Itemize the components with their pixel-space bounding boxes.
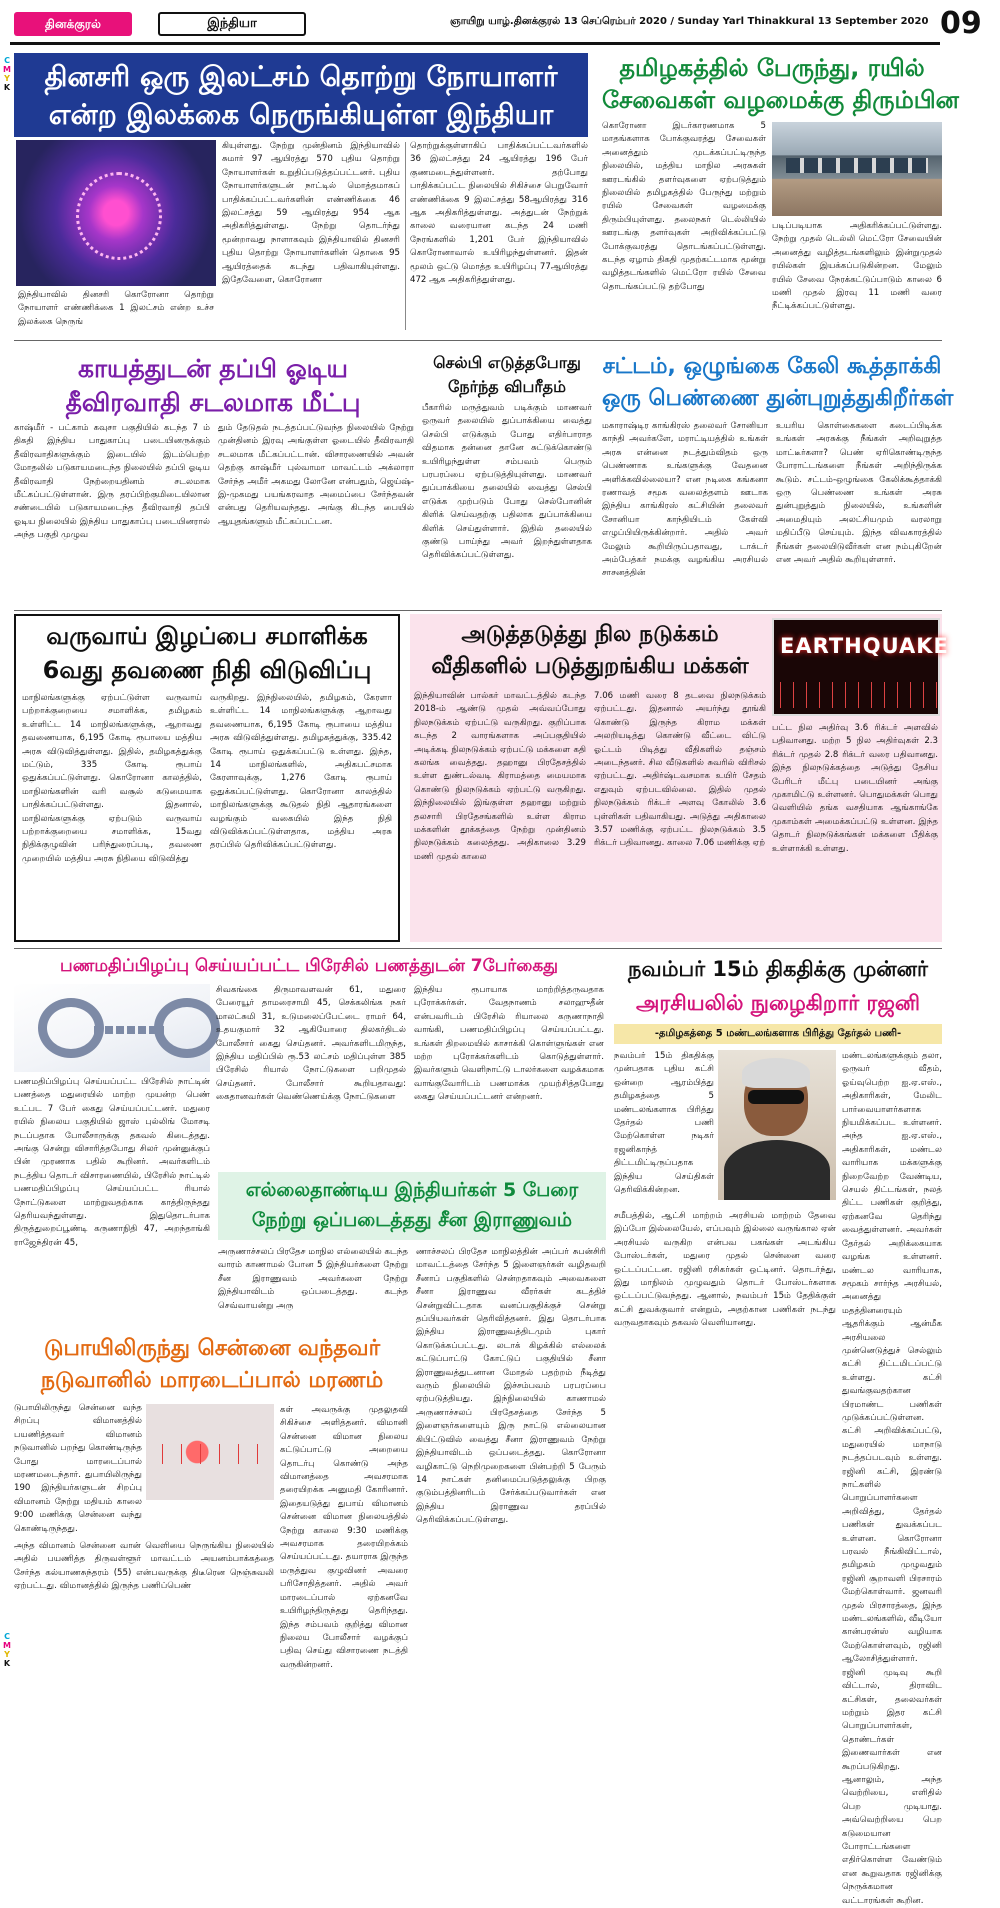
covid-headline-box [14, 53, 588, 137]
earthquake-body-col2: 7.06 மணி வரை 8 தடவை நிலநடுக்கம் ஏற்பட்டது. இதனால் அயர்ந்து தூங்கி கொண்டு இருந்த கிராம மக்கள் அலறியடித்து கொண்டு வீட்டை விட்டு ஓட்டம் பிடித்து வீதிகளில் தஞ்சம் அடைந்தனர். சில வீடுகளில் சுவரில் விரிசல் ஏற்பட்டது. அதிர்ஷ்டவசமாக உயிர் சேதம் எதுவும் ஏற்படவில்லை. இதில் முதல் நிலநடுக்கம் ரிக்டர் அளவு கோலில் 3.6 புள்ளிகள் பதிவாகியது. அடுத்து அதிகாலை 3.57 மணிக்கு ஏற்பட்ட நிலநடுக்கம் 3.5 ரிக்டர் பதிவானது. காலை 7.06 மணிக்கு ஏற் [594, 691, 766, 849]
rajini-body-col1a: நவம்பர் 15ம் திகதிக்கு முன்பதாக புதிய கட்சி ஒன்றை ஆரம்பித்து தமிழகத்தை 5 மண்டலங்களாக பிரித்து தேர்தல் பணி மேற்கொள்ள நடிகர் ரஜனிகாந்த் திட்டமிட்டிருப்பதாக இந்திய செய்திகள் தெரிவிக்கின்றன. [614, 1051, 714, 1196]
brazil-body-col2: சிவகங்கை திருமாவளவன் 61, மதுரை பேரையூர் தாமரைசாமி 45, செக்கலிங்க நகர் மாலட்சுமி 31, உடுமலைப்பேட்டை ராமர் 64, உதயகுமார் 32 ஆகியோரை திலகர்திடல் போலீசார் கைது செய்தனர். அவர்களிடமிருந்த, இந்திய மதிப்பில் ரூ.53 லட்சம் மதிப்புள்ள 385 பிரேசில் ரியால் நோட்டுகளை பறிமுதல் செய்தனர். போலீசார் கூறியதாவது: கைதானவர்கள் வெண்ணெய்க்கு நோட்டுகளை [216, 985, 406, 1103]
handcuff-icon [154, 998, 220, 1058]
law-body-col1: மகாராஷ்டிர காங்கிரஸ் தலைவர் சோனியா காந்தி அவர்களே, மராட்டியத்தில் உங்கள் அரசு என்னை நடத்தும்விதம் ஒரு பெண்ணாக உங்களுக்கு வேதனை அளிக்கவில்லையா? என நடிகை கங்கனா ரணாவத் சமூக வலைத்தளம் ஊடாக இந்திய காங்கிரஸ் கட்சியின் தலைவர் சோனியா காந்தியிடம் கேள்வி எழுப்பியிருக்கின்றார். அதில் அவர் மேலும் கூறியிருப்பதாவது, டாக்டர் அம்பேத்கர் நமக்கு வழங்கிய அரசியல் சாசனத்தின் [602, 421, 768, 579]
handcuffs-photo [14, 984, 210, 1072]
rajini-headline-line1: நவம்பர் 15ம் திகதிக்கு முன்னர் [628, 957, 928, 981]
dubai-headline-line1: டுபாயிலிருந்து சென்னை வந்தவர் [43, 1336, 381, 1361]
brazil-headline: பணமதிப்பிழப்பு செய்யப்பட்ட பிரேசில் பணத்துடன் 7பேர்கைது [60, 956, 558, 976]
china-headline-line1: எல்லைதாண்டிய இந்தியர்கள் 5 பேரை [245, 1179, 579, 1201]
selfie-headline-line1: செல்பி எடுத்தபோது [433, 353, 581, 372]
color-bar-k: K [3, 1659, 11, 1668]
earthquake-image [772, 618, 949, 716]
color-bar-m: M [3, 1641, 11, 1650]
heart-attack-photo [146, 1404, 274, 1500]
dubai-body-col1: டுபாயிலிருந்து சென்னை வந்த சிறப்பு விமானத்தில் பயணித்தவர் விமானம் நடுவானில் பறந்து கொண்டிருந்த போது மாரடைப்பால் மரணமடைந்தார். துபாயிலிருந்து 190 இந்தியர்களுடன் சிறப்பு விமானம் நேற்று மதியம் காலை 9:00 மணிக்கு சென்னை வந்து கொண்டிருந்தது. [14, 1403, 142, 1534]
color-bar-c: C [4, 56, 10, 65]
color-bar-c: C [4, 1632, 10, 1641]
china-body-col1: அருணாச்சலப் பிரதேச மாநில எல்லையில் கடந்த வாரம் காணாமல் போன 5 இந்தியர்களை நேற்று சீன இராணுவம் அவர்களை நேற்று இந்தியாவிடம் ஒப்படைத்தது. கடந்த செவ்வாயன்று அரு [218, 1247, 408, 1311]
dubai-headline-line2: நடுவானில் மாரடைப்பால் மரணம் [40, 1368, 384, 1393]
rajini-photo [718, 1050, 836, 1200]
militant-body-col1: காஷ்மீர் - பட்காம் கவுசா பகுதியில் கடந்த 7 ம் திகதி இந்திய பாதுகாப்பு படையினருக்கும் தீவிரவாதிகளுக்கும் இடையில் இடம்பெற்ற மோதலில் படுகாயமடைந்த நிலையில் தப்பி ஓடிய தீவிரவாதி நேற்றையதினம் சடலமாக மீட்கப்பட்டுள்ளான். இரு தரப்பிற்குமிடையிலான சண்டையில் படுகாயமடைந்த தீவிரவாதி தப்பி ஓடிய நிலையில் இந்திய பாதுகாப்பு படையினரால் அந்த பகுதி முழுவ [14, 423, 210, 541]
color-bar-k: K [3, 83, 11, 92]
column-divider [405, 142, 406, 330]
color-bar-m: M [3, 65, 11, 74]
earthquake-headline-line1: அடுத்தடுத்து நில நடுக்கம் [461, 622, 719, 647]
transport-headline-line1: தமிழகத்தில் பேருந்து, ரயில் [619, 54, 925, 82]
selfie-headline-line2: நேர்ந்த விபரீதம் [448, 377, 566, 396]
transport-headline-line2: சேவைகள் வழமைக்கு திரும்பின [602, 86, 959, 114]
law-headline-line2: ஒரு பெண்ணை துன்புறுத்துகிறீர்கள் [602, 386, 954, 411]
row-divider [14, 340, 942, 341]
masthead [0, 0, 1000, 50]
revenue-headline-line2: 6வது தவணை நிதி விடுவிப்பு [42, 656, 372, 684]
earthquake-image-text: EARTHQUAKE [780, 634, 949, 658]
earthquake-body-col3: பட்ட நில அதிர்வு 3.6 ரிக்டர் அளவில் பதிவானது. மற்ற 5 நில அதிர்வுகள் 2.3 ரிக்டர் முதல் 2.8 ரிக்டர் வரை பதிவானது. இந்த நிலநடுக்கத்தை அடுத்து தேசிய பேரிடர் மீட்பு படையினர் அங்கு முகாமிட்டு உள்ளனர். பொதுமக்கள் பொது வெளியில் தங்க வசதியாக ஆங்காங்கே முகாம்கள் அமைக்கப்பட்டு உள்ளன. இந்த தொடர் நிலநடுக்கங்கள் மக்களை பீதிக்கு உள்ளாக்கி உள்ளது. [772, 723, 938, 854]
newspaper-logo: தினக்குரல் [14, 12, 132, 36]
militant-headline-line2: தீவிரவாதி சடலமாக மீட்பு [65, 388, 361, 417]
rajini-body-col2: மண்டலங்களுக்கும் தலா, ஒருவர் வீதம், ஓய்வுபெற்ற ஐ.ஏ.எஸ்., அதிகாரிகள், மேலிட பார்வையாளர்களாக நியமிக்கப்பட உள்ளனர். அந்த ஐ.ஏ.எஸ்., அதிகாரிகள், மண்டல வாரியாக மக்களுக்கு நிறைவேற்ற வேண்டிய, செயல் திட்டங்கள், நலத் திட்ட பணிகள் குறித்து, ஏற்கனவே தெரிந்து வைத்துள்ளனர். அவர்கள் தேர்தல் அறிக்கையாக வழங்க உள்ளனர். மண்டல வாரியாக, சமூகம் சார்ந்த அரசியல், அனைத்து மதத்தினரையும் ஆதரிக்கும் ஆன்மீக அரசியலை முன்னெடுத்துச் செல்லும் கட்சி திட்டமிடப்பட்டு உள்ளது. கட்சி துவங்குவதற்கான பிரமாண்ட பணிகள் முடுக்கப்பட்டுள்ளன. கட்சி அறிவிக்கப்பட்டு, மதுரையில் மாநாடு நடத்தப்படவும் உள்ளது. ரஜினி கட்சி, இரண்டு நாட்களில் பொறுப்பாளர்களை அறிவித்து, தேர்தல் பணிகள் துவக்கப்பட உள்ளன. கொரோனா பரவல் நீங்கிவிட்டால், தமிழகம் முழுவதும் ரஜினி சூறாவளி பிரசாரம் மேற்கொள்வார். ஜனவரி முதல் பிரசாரத்தை, இந்த மண்டலங்களில், வீடியோ கான்பரன்ஸ் வழியாக மேற்கொள்ளவும், ரஜினி ஆலோசித்துள்ளார். ரஜினி முடிவு கூறி விட்டால், திராவிட கட்சிகள், தலைவர்கள் மற்றும் இதர கட்சி பொறுப்பாளர்கள், தொண்டர்கள் இணைவார்கள் என கூறப்படுகிறது. ஆனாலும், அந்த வெற்றியை, எளிதில் பெற முடியாது. அவ்வெற்றியை பெற கடுமையான போராட்டங்களை எதிர்கொள்ள வேண்டும் என கூறுவதாக ரஜினிக்கு நெருக்கமான வட்டாரங்கள் கூறின. [842, 1051, 942, 1906]
covid-caption: இந்தியாவில் தினசரி கொரோனா தொற்று நோயாளர் எண்ணிக்கை 1 இலட்சம் என்ற உச்ச இலக்கை நெருங் [18, 290, 214, 327]
transport-body-col1: கொரோனா இடர்காரணமாக 5 மாதங்களாக போக்குவரத்து சேவைகள் அனைத்தும் முடக்கப்பட்டிருந்த நிலையில், மத்திய மாநில அரசுகள் ஊரடங்கில் தளர்வுகளை ஏற்படுத்தும் நிலையில் தமிழகத்தில் பேருந்து மற்றும் ரயில் சேவைகள் வழமைக்கு திரும்பியுள்ளது. தலைநகர் டெல்லியில் ஊரடங்கு தளர்வுகள் அறிவிக்கப்பட்டு போக்குவரத்து தொடங்கப்பட்டுள்ளது. கடந்த ஏழாம் திகதி முதற்கட்டமாக மூன்று வழித்தடங்களில் மெட்ரோ ரயில் சேவை தொடங்கப்பட்டு தற்போது [602, 121, 766, 292]
revenue-body-col1: மாநிலங்களுக்கு ஏற்பட்டுள்ள வருவாய் பற்றாக்குறையை சமாளிக்க, தமிழகம் உள்ளிட்ட 14 மாநிலங்களுக்கு, ஆறாவது தவணையாக, 6,195 கோடி ரூபாயை மத்திய அரசு விடுவித்துள்ளது. இதில், தமிழகத்துக்கு மட்டும், 335 கோடி ரூபாய் ஒதுக்கப்பட்டுள்ளது. கொரோனா காலத்தில், மாநிலங்களின் வரி வசூல் கடுமையாக பாதிக்கப்பட்டுள்ளது. இதனால், மாநிலங்களுக்கு ஏற்படும் வருவாய் பற்றாக்குறையை சமாளிக்க, 15வது நிதிக்குழுவின் பரிந்துரைப்படி, தவணை முறையில் மத்திய அரசு நிதியை விடுவித்து [22, 693, 202, 864]
rajini-body-col1b: சமீபத்தில், ஆட்சி மாற்றம் அரசியல் மாற்றம் தேவை இப்போ இல்லையேல், எப்பவும் இல்லை வருங்கால ஏன் அரசியல் வருகிற என்பவ பகங்கள் அடங்கிய போஸ்டர்கள், மதுரை முதல் சென்னை வரை ஒட்டப்பட்டன. ரஜினி ரசிகர்கள் ஒட்டினர். தொடர்ந்து, இது மாநிலம் முழுவதும் தொடர் போஸ்டர்களாக ஒட்டப்பட்டுவந்தது. ஆனால், நவம்பர் 15ம் தேதிக்குள் கட்சி துவக்குவார் என்றும், அதற்கான பணிகள் நடந்து வருவதாகவும் தகவல் வெளியானது. [614, 1211, 836, 1329]
masthead-rule [10, 42, 940, 45]
dubai-body-col2: கள் அவருக்கு முதலுதவி சிகிச்சை அளித்தனர். விமானி சென்னை விமான நிலைய கட்டுப்பாட்டு அறையை தொடர்பு கொண்டு அந்த விமானத்தை அவசரமாக தரையிறக்க அனுமதி கோரினார். இதையடுத்து துபாய் விமானம் சென்னை விமான நிலையத்தில் நேற்று காலை 9:30 மணிக்கு அவசரமாக தரையிறக்கம் செய்யப்பட்டது. தயாராக இருந்த மருத்துவ குழுவினர் அவரை பரிசோதித்தனர். அதில் அவர் மாரடைப்பால் ஏற்கனவே உயிரிழந்திருந்தது தெரிந்தது. இந்த சம்பவம் குறித்து விமான நிலைய போலீசார் வழக்குப் பதிவு செய்து விசாரணை நடத்தி வருகின்றனர். [280, 1405, 408, 1670]
color-bar-y: Y [4, 1650, 10, 1659]
row-divider [14, 948, 942, 949]
row-divider [14, 610, 942, 611]
section-label: இந்தியா [158, 12, 306, 36]
rajini-headline-line2: அரசியலில் நுழைகிறார் ரஜனி [636, 991, 920, 1015]
revenue-body-col2: வருகிறது. இந்நிலையில், தமிழகம், கேரளா உள்ளிட்ட 14 மாநிலங்களுக்கு ஆறாவது தவணையாக, 6,195 கோடி ரூபாயை மத்திய அரசு விடுவித்துள்ளது. தமிழகத்துக்கு, 335.42 கோடி ரூபாய் ஒதுக்கப்பட்டு உள்ளது. இந்த, 14 மாநிலங்களில், அதிகபட்சமாக கேரளாவுக்கு, 1,276 கோடி ரூபாய் ஒதுக்கப்பட்டுள்ளது. கொரோனா காலத்தில் மாநிலங்களுக்கு கூடுதல் நிதி ஆதாரங்களை வழங்கும் வகையில் இந்த நிதி விடுவிக்கப்பட்டுள்ளதாக, மத்திய அரசு தரப்பில் தெரிவிக்கப்பட்டுள்ளது. [210, 693, 392, 851]
covid-body-col1: கியுள்ளது. நேற்று முன்தினம் இந்தியாவில் சுமார் 97 ஆயிரத்து 570 புதிய தொற்று நோயாளர்கள் உறுதிப்படுத்தப்பட்டனர். புதிய நோயாளர்களுடன் நாட்டில் மொத்தமாகப் பாதிக்கப்பட்டவர்களின் எண்ணிக்கை 46 இலட்சத்து 59 ஆயிரத்து 954 ஆக அதிகரித்துள்ளது. நேற்று தொடர்ந்து மூன்றாவது நாளாகவும் இந்தியாவில் தினசரி புதிய தொற்று நோயாளர்களின் தொகை 95 ஆயிரத்தைக் கடந்து பதிவாகியுள்ளது. இதேவேளை, கொரோனா [222, 141, 400, 286]
page-number: 09 [940, 6, 982, 41]
color-bar-bottom [2, 1632, 12, 1668]
color-bar-top [2, 56, 12, 92]
militant-headline-line1: காயத்துடன் தப்பி ஓடிய [78, 354, 348, 383]
dubai-body-col1b: அந்த விமானம் சென்னை வான் வெளியை நெருங்கிய நிலையில் அதில் பயணித்த திருவள்ளூர் மாவட்டம் அயனம்பாக்கத்தை சேர்ந்த கல்யாணசுந்தரம் (55) என்பவருக்கு திடீரென நெஞ்சுவலி ஏற்பட்டது. விமானத்தில் இருந்த பணிப்பெண் [14, 1541, 274, 1592]
brazil-body-col1: பணமதிப்பிழப்பு செய்யப்பட்ட பிரேசில் நாட்டின் பணத்தை மதுரையில் மாற்ற முயன்ற பெண் உட்பட 7 பேர் கைது செய்யப்பட்டனர். மதுரை ரயில் நிலைய பகுதியில் ஜாஸ் புல்லிங் மோசடி நடப்பதாக போலீசாருக்கு தகவல் கிடைத்தது. அங்கு சென்று விசாரித்தபோது சிலர் முன்னுக்குப் பின் முரணாக பதில் கூறினர். அவர்களிடம் நடத்திய தொடர் விசாரணையில், பிரேசில் நாட்டில் பணமதிப்பிழப்பு செய்யப்பட்ட ரியால் நோட்டுகளை மாற்றுவதற்காக காத்திருந்தது தெரியவந்துள்ளது. இதுதொடர்பாக திருத்துறைப்பூண்டி கருணாநிதி 47, அறந்தாங்கி ராஜேந்திரன் 45, [14, 1077, 210, 1248]
china-body-col2: ணாச்சலப் பிரதேச மாநிலத்தின் அப்பர் சுபன்சிரி மாவட்டத்தை சேர்ந்த 5 இளைஞர்கள் வழிதவறி சீனாப் பகுதிகளில் சென்றதாகவும் அவைகளை சீனா இராணுவ வீரர்கள் கடத்திச் சென்றுவிட்டதாக வனப்பகுதிக்குச் சென்று தப்பியவர்கள் தெரிவித்தனர். இது தொடர்பாக இந்திய இராணுவத்திடமும் புகார் கொடுக்கப்பட்டது. லடாக் கிழக்கில் எல்லைக் கட்டுப்பாட்டு கோட்டுப் பகுதியில் சீனா இராணுவத்துடனான மோதல் பதற்றம் நீடித்து வரும் நிலையில் இச்சம்பவம் பரபரப்பை ஏற்படுத்தியது. இந்நிலையில் காணாமல் அருணாச்சலப் பிரதேசத்தை சேர்ந்த 5 இளைஞர்களையும் இரு நாட்டு எல்லையான கிபிட்டுவில் வைத்து சீனா இராணுவம் நேற்று இந்தியாவிடம் ஒப்படைத்தது. கொரோனா வழிகாட்டு நெறிமுறைகளை பின்பற்றி 5 பேரும் 14 நாட்கள் தனிமைப்படுத்தலுக்கு பிறகு குடும்பத்தினரிடம் சேர்க்கப்படுவார்கள் என இந்திய இராணுவ தரப்பில் தெரிவிக்கப்பட்டுள்ளது. [416, 1247, 606, 1526]
law-body-col2: உயரிய கொள்கைகளை கடைப்பிடிக்க உங்கள் அரசுக்கு நீங்கள் அறிவுறுத்த மாட்டீர்களா? பெண் ஏரிகொண்டிருந்த போராட்டங்களை நீங்கள் அறிந்திருக்க கூடும். சட்டம்-ஒழுங்கை கேலிக்கூத்தாக்கி ஒரு பெண்ணை உங்கள் அரசு துன்புறுத்தும் நிலையில், உங்களின் அமைதியும் அலட்சியமும் வரலாறு மதிப்பீடு செய்யும். இந்த விவகாரத்தில் நீங்கள் தலையிடுவீர்கள் என நம்புகிறேன் என அவர் அதில் கூறியுள்ளார். [776, 421, 942, 566]
covid-body-col2: தொற்றுக்குள்ளாகிப் பாதிக்கப்பட்டவர்களில் 36 இலட்சத்து 24 ஆயிரத்து 196 பேர் குணமடைந்துள்ளனர். தற்போது பாதிக்கப்பட்ட நிலையில் சிகிச்சை பெறுவோர் எண்ணிக்கை 9 இலட்சத்து 58ஆயிரத்து 316 ஆக அதிகரித்துள்ளது. அத்துடன் நேற்றுக் காலை வரையான கடந்த 24 மணி நேரங்களில் 1,201 பேர் இந்தியாவில் கொரோனாவால் உயிரிழந்துள்ளனர். இதன் மூலம் ஒட்டு மொத்த உயிரிழப்பு 77ஆயிரத்து 472 ஆக அதிகரித்துள்ளது. [410, 141, 588, 286]
rajini-hair [742, 1058, 810, 1088]
virus-photo [16, 140, 216, 286]
earthquake-headline-line2: வீதிகளில் படுத்துறங்கிய மக்கள் [431, 654, 749, 679]
covid-headline-line1: தினசரி ஒரு இலட்சம் தொற்று நோயாளர் [44, 60, 558, 93]
covid-headline-line2: என்ற இலக்கை நெருங்கியுள்ள இந்தியா [48, 98, 554, 131]
dateline: ஞாயிறு யாழ்.தினக்குரல் 13 செப்ரெம்பர் 2020 / Sunday Yarl Thinakkural 13 September 2020 [450, 16, 929, 27]
train-station-photo [772, 122, 942, 216]
rajini-strap: -தமிழகத்தை 5 மண்டலங்களாக பிரித்து தேர்தல் பணி- [614, 1024, 942, 1044]
law-headline-line1: சட்டம், ஒழுங்கை கேலி கூத்தாக்கி [602, 354, 942, 379]
transport-body-col2: படிப்படியாக அதிகரிக்கப்பட்டுள்ளது. நேற்று முதல் டெல்லி மெட்ரோ சேவையின் அனைத்து வழித்தடங்களிலும் இன்றுமுதல் ரயில்கள் இயக்கப்படுகின்றன. மேலும் ரயில் சேவை நேரக்கட்டுப்பாடும் காலை 6 மணி முதல் இரவு 11 மணி வரை நீட்டிக்கப்பட்டுள்ளது. [772, 221, 942, 312]
brazil-body-col3: இந்திய ரூபாயாக மாற்றித்தருவதாக புரோக்கர்கள். வேதநாணம் சலாஹுதீன் என்பவரிடம் பிரேசில் ரியாலை கருணாநாதி வாங்கி, பணமதிப்பிழப்பு செய்யப்பட்டது. உங்கள் திறமையில் காசாக்கி கொள்ளுங்கள் என மற்ற புரோக்கர்களிடம் கொடுத்துள்ளார். இவர்களும் வெளிநாட்டு டாலர்களை வழக்கமாக வாங்குவோரிடம் பணமாக்க முயற்சித்தபோது கைது செய்யப்பட்டனர் என்றனர். [414, 985, 604, 1103]
militant-body-col2: தும் தேடுதல் நடத்தப்பட்டுவந்த நிலையில் நேற்று முன்தினம் இரவு அங்குள்ள ஓடையில் தீவிரவாதி சடலமாக மீட்கப்பட்டான். விசாரணையில் அவன் தெற்கு காஷ்மீர் புல்வாமா மாவட்டம் அக்லாரா சேர்ந்த அமீர் அகமது லோனே என்பதும், ஜெய்ஷ்-இ-முகமது பயங்கரவாத அமைப்பை சேர்ந்தவன் என்பது தெரியவந்தது. அங்கு கிடந்த பையில் ஆயுதங்களும் மீட்கப்பட்டன. [218, 423, 414, 527]
color-bar-y: Y [4, 74, 10, 83]
sunglasses-icon [748, 1090, 804, 1104]
selfie-body: பீகாரில் மருத்துவம் படிக்கும் மாணவர் ஒருவர் தலையில் துப்பாக்கியை வைத்து செல்பி எடுக்கும் போது எதிர்பாராத விதமாக தன்னை தானே சுட்டுக்கொண்டு உயிரிழந்துள்ள சம்பவம் பெரும் பரபரப்பை ஏற்படுத்தியுள்ளது. மாணவர் துப்பாக்கியை தலையில் வைத்து செல்பி எடுக்க முற்படும் போது செல்போனின் கிளிக் செய்வதற்கு பதிலாக துப்பாக்கியை கிளிக் செய்துள்ளார். இதில் தலையில் குண்டு பாய்ந்து அவர் இறந்துள்ளதாக தெரிவிக்கப்பட்டுள்ளது. [422, 403, 592, 561]
earthquake-body-col1: இந்தியாவின் பால்கர் மாவட்டத்தில் கடந்த 2018-ம் ஆண்டு முதல் அவ்வப்போது நிலநடுக்கம் ஏற்பட்டு வருகிறது. குறிப்பாக கடந்த 2 வாரங்களாக அப்பகுதியில் அடிக்கடி நிலநடுக்கம் ஏற்பட்டு மக்களை கதி கலங்க வைத்தது. தஹானு பிரதேசத்தில் உள்ள துண்டல்வடி கிராமத்தை மையமாக கொண்டு நிலநடுக்கம் ஏற்பட்டு வருகிறது. இந்நிலையில் இங்குள்ள தஹானு மற்றும் தலசாரி பிரதேசங்களில் உள்ள கிராம மக்களின் தூக்கத்தை நேற்று முன்தினம் நிலநடுக்கம் கலைத்தது. அதிகாலை 3.29 மணி முதல் காலை [414, 691, 586, 862]
china-headline-line2: நேற்று ஒப்படைத்தது சீன இராணுவம் [251, 1209, 573, 1231]
seismograph-icon [774, 682, 942, 708]
revenue-headline-line1: வருவாய் இழப்பை சமாளிக்க [46, 622, 368, 650]
rajini-shirt [724, 1140, 830, 1200]
